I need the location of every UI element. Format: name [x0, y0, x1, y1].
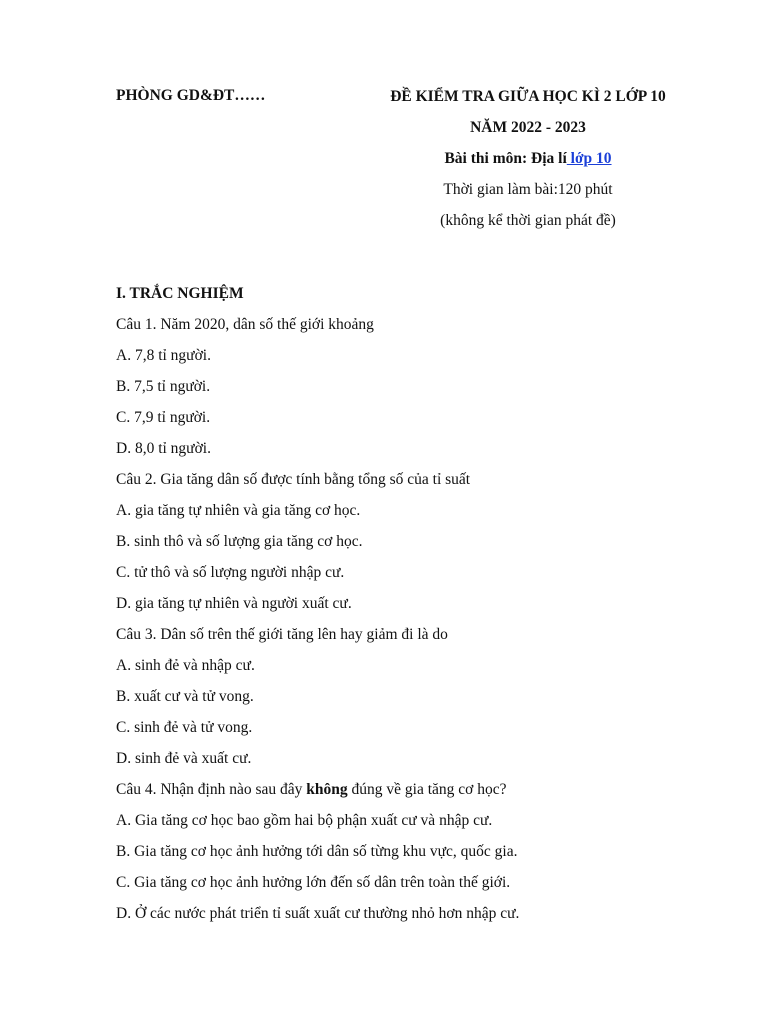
exam-note: (không kể thời gian phát đề): [440, 212, 616, 229]
subject-line: [360, 149, 696, 180]
question-2-option-c: C. tử thô và số lượng người nhập cư.: [116, 564, 345, 581]
question-4-prompt-emphasis: không: [306, 781, 348, 798]
question-4-option-b: B. Gia tăng cơ học ảnh hưởng tới dân số từng khu vực, quốc gia.: [116, 843, 518, 860]
question-4-option-d: D. Ở các nước phát triển tỉ suất xuất cư thường nhỏ hơn nhập cư.: [116, 905, 520, 922]
question-4-prompt: [116, 780, 716, 811]
question-3-option-a: A. sinh đẻ và nhập cư.: [116, 657, 255, 674]
exam-header: [360, 87, 696, 242]
question-2-option-d: D. gia tăng tự nhiên và người xuất cư.: [116, 595, 352, 612]
question-2-option-b: B. sinh thô và số lượng gia tăng cơ học.: [116, 533, 363, 550]
question-4-prompt-start: Câu 4. Nhận định nào sau đây: [116, 781, 307, 798]
subject-link[interactable]: lớp 10: [566, 150, 612, 167]
question-1-option-a: A. 7,8 tỉ người.: [116, 347, 211, 364]
question-2-option-a: A. gia tăng tự nhiên và gia tăng cơ học.: [116, 502, 361, 519]
department-label: PHÒNG GD&ĐT……: [116, 87, 266, 104]
question-3-prompt: Câu 3. Dân số trên thế giới tăng lên hay giảm đi là do: [116, 626, 448, 643]
question-1-option-c: C. 7,9 tỉ người.: [116, 409, 211, 426]
question-4-option-c: C. Gia tăng cơ học ảnh hưởng lớn đến số dân trên toàn thế giới.: [116, 874, 511, 891]
section-title: I. TRẮC NGHIỆM: [116, 285, 244, 302]
exam-body: [116, 284, 716, 935]
question-3-option-c: C. sinh đẻ và tử vong.: [116, 719, 253, 736]
question-1-option-b: B. 7,5 tỉ người.: [116, 378, 211, 395]
question-3-option-d: D. sinh đẻ và xuất cư.: [116, 750, 252, 767]
question-3-option-b: B. xuất cư và tử vong.: [116, 688, 254, 705]
exam-year: NĂM 2022 - 2023: [470, 119, 586, 136]
exam-duration: Thời gian làm bài:120 phút: [443, 181, 613, 198]
question-1-prompt: Câu 1. Năm 2020, dân số thế giới khoảng: [116, 316, 374, 333]
question-4-option-a: A. Gia tăng cơ học bao gồm hai bộ phận xuất cư và nhập cư.: [116, 812, 493, 829]
question-1-option-d: D. 8,0 tỉ người.: [116, 440, 211, 457]
subject-prefix: Bài thi môn: Địa lí: [444, 150, 567, 167]
exam-title: ĐỀ KIỂM TRA GIỮA HỌC KÌ 2 LỚP 10: [390, 88, 666, 105]
question-2-prompt: Câu 2. Gia tăng dân số được tính bằng tổng số của tỉ suất: [116, 471, 471, 488]
question-4-prompt-end: đúng về gia tăng cơ học?: [347, 781, 507, 798]
